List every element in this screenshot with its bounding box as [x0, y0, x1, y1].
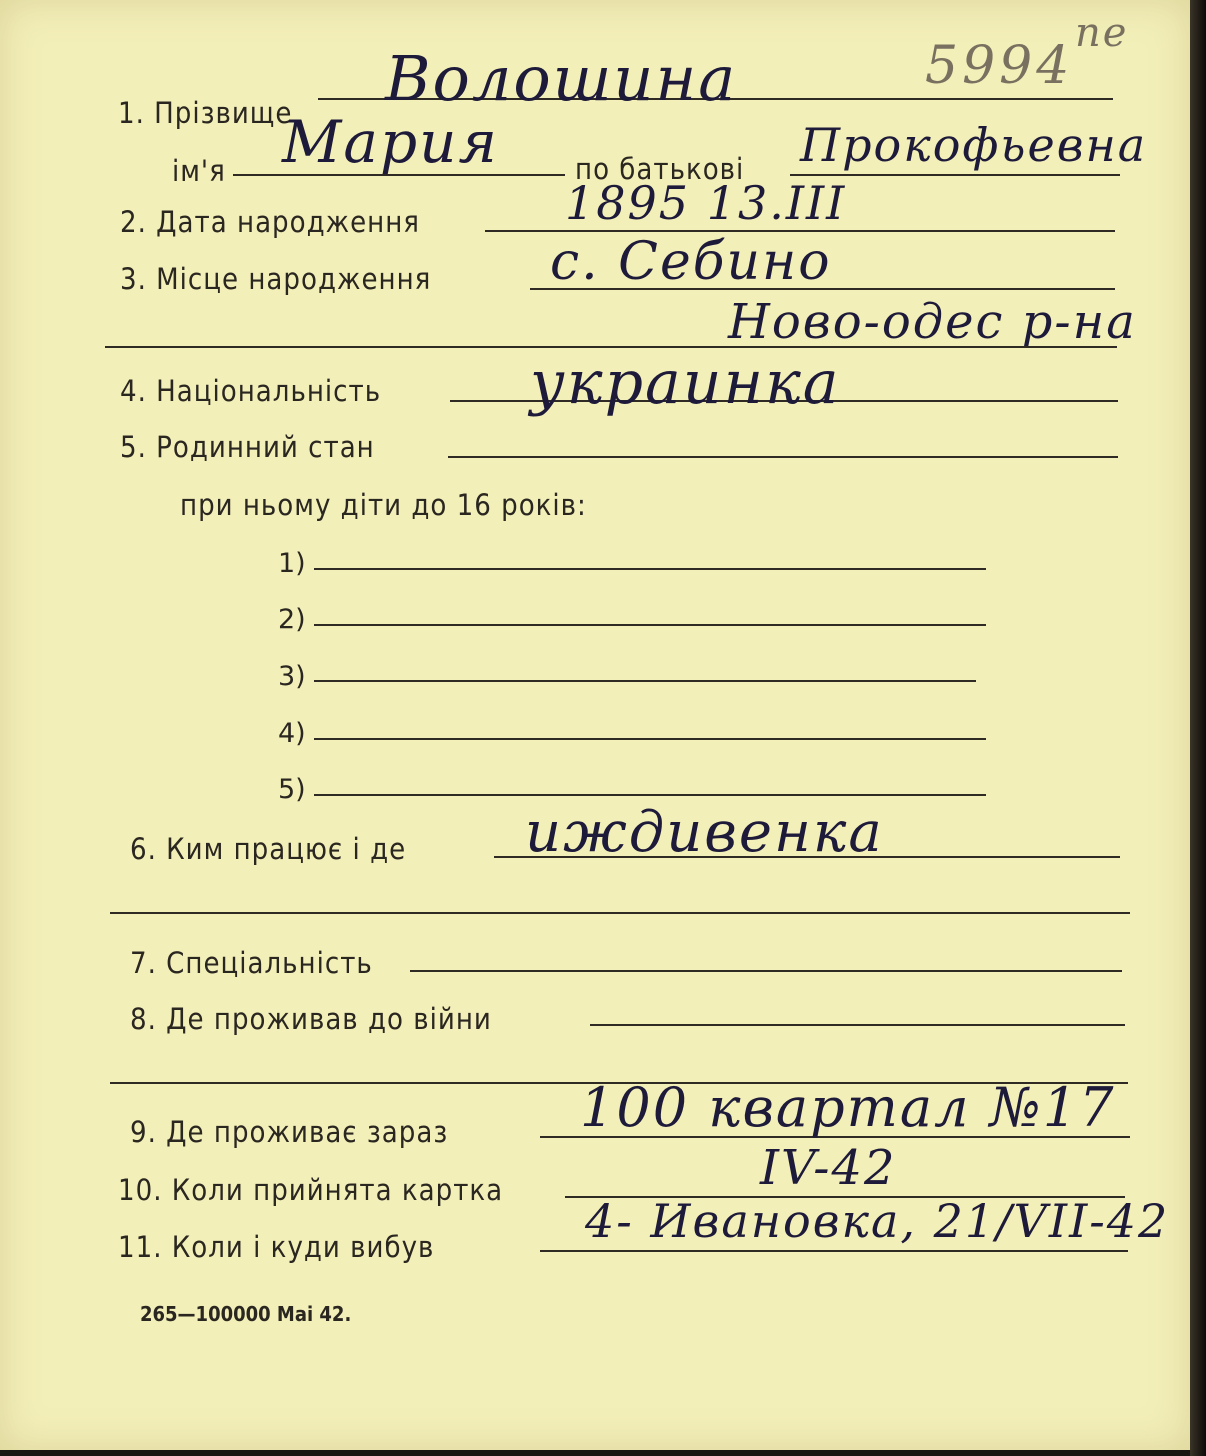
- birth-date-value: 1895 13.III: [565, 176, 847, 230]
- child-2-label: 2): [278, 604, 306, 635]
- first-name-value: Мария: [282, 108, 499, 176]
- occupation-line-2: [110, 912, 1130, 914]
- card-accepted-value: IV-42: [760, 1140, 897, 1196]
- occupation-value: иждивенка: [525, 800, 884, 865]
- occupation-label: 6. Ким працює і де: [130, 832, 407, 866]
- child-4-label: 4): [278, 718, 306, 749]
- nationality-label: 4. Національність: [120, 374, 382, 408]
- child-1-label: 1): [278, 548, 306, 579]
- card-number: 5994: [925, 36, 1074, 96]
- child-5-line: [314, 794, 986, 796]
- birth-place-district: Ново-одес р-на: [728, 294, 1137, 350]
- children-label: при ньому діти до 16 років:: [180, 488, 587, 522]
- patronymic-value: Прокофьевна: [800, 118, 1148, 172]
- child-5-label: 5): [278, 774, 306, 805]
- prewar-residence-line: [590, 1024, 1125, 1026]
- marital-status-label: 5. Родинний стан: [120, 430, 375, 464]
- current-residence-value: 100 квартал №17: [580, 1076, 1116, 1139]
- birth-place-value: с. Себино: [550, 232, 832, 292]
- nationality-value: украинка: [530, 348, 841, 418]
- specialty-line: [410, 970, 1122, 972]
- first-name-label: ім'я: [172, 154, 226, 188]
- surname-label: 1. Прізвище: [118, 96, 293, 130]
- surname-value: Волошина: [385, 42, 738, 115]
- printer-imprint: 265—100000 Маі 42.: [140, 1302, 352, 1326]
- departed-line: [540, 1250, 1128, 1252]
- birth-place-label: 3. Місце народження: [120, 262, 432, 296]
- scan-edge: [1190, 0, 1206, 1456]
- card-accepted-label: 10. Коли прийнята картка: [118, 1173, 504, 1207]
- departed-value: 4- Ивановка, 21/VII-42: [585, 1194, 1170, 1248]
- departed-label: 11. Коли і куди вибув: [118, 1230, 435, 1264]
- current-residence-label: 9. Де проживає зараз: [130, 1115, 449, 1149]
- birth-date-label: 2. Дата народження: [120, 205, 420, 239]
- child-4-line: [314, 738, 986, 740]
- child-3-label: 3): [278, 661, 306, 692]
- child-1-line: [314, 568, 986, 570]
- child-3-line: [314, 680, 976, 682]
- child-2-line: [314, 624, 986, 626]
- prewar-residence-label: 8. Де проживав до війни: [130, 1002, 492, 1036]
- card-number-suffix: ne: [1075, 10, 1129, 56]
- marital-status-line: [448, 456, 1118, 458]
- specialty-label: 7. Спеціальність: [130, 946, 373, 980]
- patronymic-label: по батькові: [575, 152, 745, 186]
